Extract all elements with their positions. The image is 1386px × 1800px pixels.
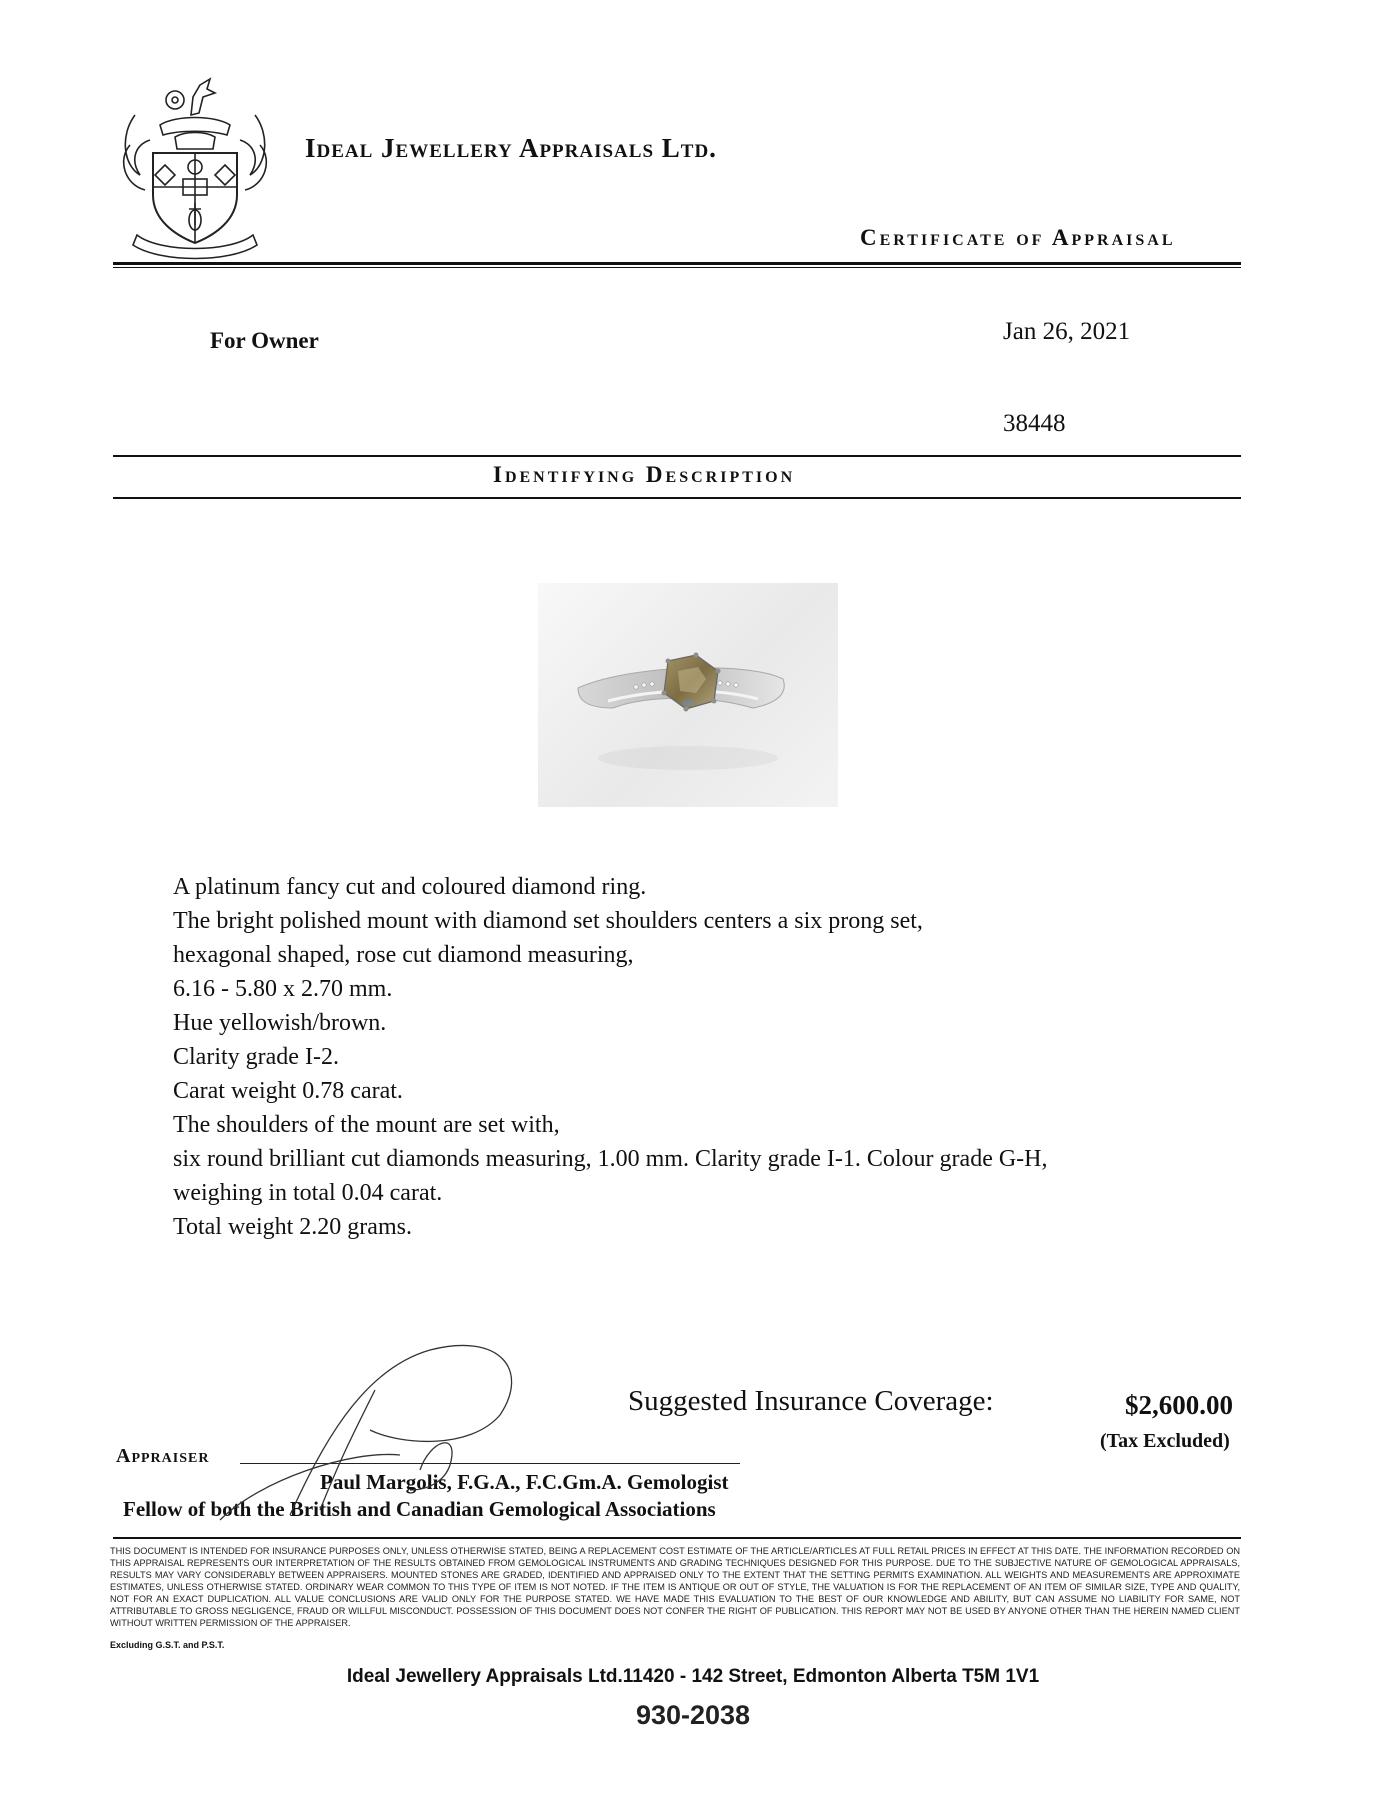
- section-divider-bottom: [113, 497, 1241, 499]
- company-address: Ideal Jewellery Appraisals Ltd.11420 - 142 Street, Edmonton Alberta T5M 1V1: [346, 1666, 1040, 1687]
- description-line: The bright polished mount with diamond set shoulders centers a six prong set,: [173, 908, 923, 934]
- document-title: Certificate of Appraisal: [860, 225, 1176, 250]
- disclaimer-divider: [113, 1537, 1241, 1539]
- section-title: Identifying Description: [493, 462, 796, 487]
- insurance-coverage-value: $2,600.00: [1125, 1390, 1233, 1420]
- legal-disclaimer: THIS DOCUMENT IS INTENDED FOR INSURANCE PURPOSES ONLY, UNLESS OTHERWISE STATED, BEING A REPLACEMENT COST ESTIMATE OF THE ARTICLE/ARTICLES AT FULL RETAIL PRICES IN EFFECT AT THIS DATE. THE INFORMATION RECORDED ON THIS APPRAISAL REPRESENTS OUR INTERPRETATION OF THE RESULTS OBTAINED FROM GEMOLOGICAL INSTRUMENTS AND GRADING TECHNIQUES DESIGNED FOR THIS PURPOSE. DUE TO THE SUBJECTIVE NATURE OF GEMOLOGICAL APPRAISALS, RESULTS MAY VARY CONSIDERABLY BETWEEN APPRAISERS. MOUNTED STONES ARE GRADED, IDENTIFIED AND APPRAISED ONLY TO THE EXTENT THAT THE SETTING PERMITS EXAMINATION. ALL WEIGHTS AND MEASUREMENTS ARE APPROXIMATE ESTIMATES, UNLESS OTHERWISE STATED. ORDINARY WEAR COMMON TO THIS TYPE OF ITEM IS NOT NOTED. IF THE ITEM IS ANTIQUE OR OUT OF STYLE, THE VALUATION IS FOR THE REPLACEMENT OF AN ITEM OF SIMILAR SIZE, TYPE AND QUALITY, NOT FOR AN EXACT DUPLICATION. ALL VALUE CONCLUSIONS ARE VALID ONLY FOR THE PURPOSE STATED. WE HAVE MADE THIS EVALUATION TO THE BEST OF OUR KNOWLEDGE AND ABILITY, BUT CAN ASSUME NO LIABILITY FOR SAME, NOT ATTRIBUTABLE TO GROSS NEGLIGENCE, FRAUD OR WILLFUL MISCONDUCT. POSSESSION OF THIS DOCUMENT DOES NOT CONFER THE RIGHT OF PUBLICATION. THIS REPORT MAY NOT BE USED BY ANYONE OTHER THAN THE HEREIN NAMED CLIENT WITHOUT WRITTEN PERMISSION OF THE APPRAISER.: [110, 1546, 1240, 1628]
- reference-number: 38448: [1003, 410, 1066, 437]
- description-line: A platinum fancy cut and coloured diamond ring.: [173, 874, 647, 900]
- company-name: Ideal Jewellery Appraisals Ltd.: [305, 133, 717, 163]
- signature-line: [240, 1463, 740, 1464]
- coat-of-arms-logo: [115, 75, 275, 260]
- description-line: Carat weight 0.78 carat.: [173, 1078, 403, 1104]
- header-divider: [113, 262, 1241, 265]
- description-line: Total weight 2.20 grams.: [173, 1214, 412, 1240]
- section-divider-top: [113, 455, 1241, 457]
- appraisal-date: Jan 26, 2021: [1003, 318, 1131, 345]
- tax-exclusion-note: Excluding G.S.T. and P.S.T.: [110, 1640, 225, 1650]
- description-line: 6.16 - 5.80 x 2.70 mm.: [173, 976, 393, 1002]
- company-phone: 930-2038: [635, 1700, 751, 1730]
- description-line: The shoulders of the mount are set with,: [173, 1112, 560, 1138]
- appraiser-name: Paul Margolis, F.G.A., F.C.Gm.A. Gemologist: [320, 1470, 729, 1494]
- recipient-label: For Owner: [210, 328, 319, 353]
- ring-photo: [538, 583, 838, 807]
- description-line: hexagonal shaped, rose cut diamond measuring,: [173, 942, 634, 968]
- item-description: [173, 870, 1048, 1244]
- description-line: six round brilliant cut diamonds measuring, 1.00 mm. Clarity grade I-1. Colour grade G-H,: [173, 1146, 1048, 1172]
- appraiser-fellowship: Fellow of both the British and Canadian Gemological Associations: [123, 1497, 716, 1521]
- appraiser-label: Appraiser: [116, 1445, 210, 1467]
- tax-note: (Tax Excluded): [1100, 1430, 1230, 1452]
- header-divider-thin: [113, 267, 1241, 268]
- insurance-coverage-label: Suggested Insurance Coverage:: [628, 1385, 994, 1417]
- description-line: Clarity grade I-2.: [173, 1044, 339, 1070]
- description-line: Hue yellowish/brown.: [173, 1010, 387, 1036]
- description-line: weighing in total 0.04 carat.: [173, 1180, 443, 1206]
